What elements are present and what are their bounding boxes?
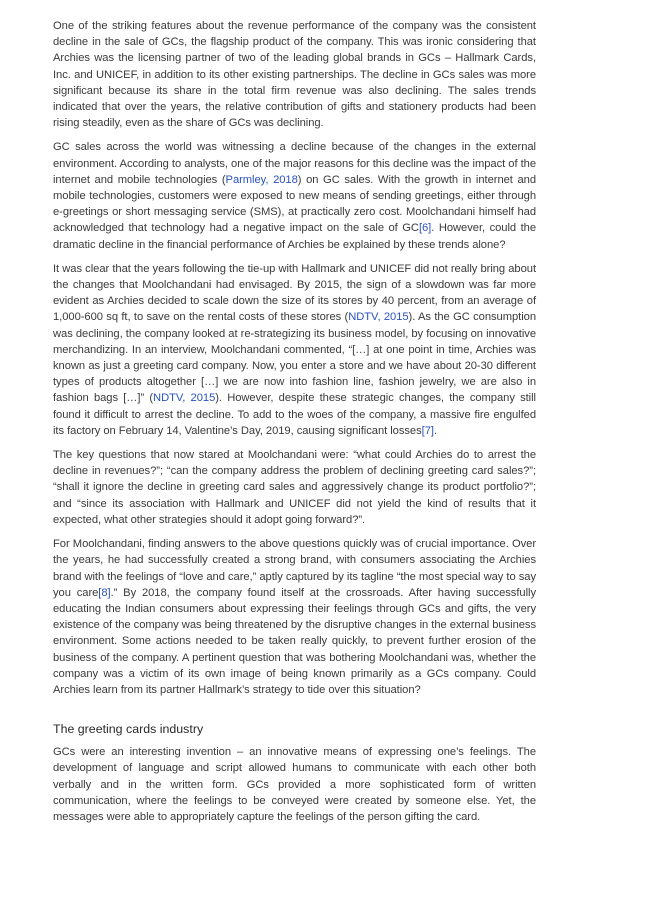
document-page (53, 18, 536, 833)
paragraph-5-text-a: For Moolchandani, finding answers to the above questions quickly was of crucial importance. Over the years, he had successfully created a strong brand, with consumers associating the Archies brand with the feelings of “love and care,” aptly captured by its tagline “the most special way to say you care (53, 538, 536, 599)
paragraph-2-text-a: GC sales across the world was witnessing a decline because of the changes in the external environment. According to analysts, one of the major reasons for this decline was the impact of the internet and mobile technologies ( (53, 141, 536, 186)
paragraph-3-text-d: . (433, 424, 438, 437)
section-heading: The greeting cards industry (53, 722, 204, 737)
citation-link-ndtv-2015-b[interactable]: NDTV, 2015 (153, 392, 216, 405)
footnote-link-8[interactable]: [8] (98, 586, 111, 599)
paragraph-4 (53, 447, 536, 528)
paragraph-2-text-c: . However, could the dramatic decline in the financial performance of Archies be explained by these trends alone? (53, 222, 537, 251)
paragraph-3 (53, 261, 536, 439)
paragraph-1-text: One of the striking features about the revenue performance of the company was the consistent decline in the sale of GCs, the flagship product of the company. This was ironic considering that Archies was the licensing partner of two of the leading global brands in GCs – Hallmark Cards, Inc. and UNICEF, in addition to its other existing partnerships. The decline in GCs sales was more significant because its share in the total firm revenue was also declining. The sales trends indicated that over the years, the relative contribution of gifts and stationery products had been rising steadily, even as the share of GCs was declining. (53, 20, 536, 130)
paragraph-3-text-b: ). As the GC consumption was declining, the company looked at re-strategizing its business model, by focusing on innovative merchandizing. In an interview, Moolchandani commented, “[…] at one point in time, Archies was known as just a greeting card company. Now, you enter a store and we have about 20-30 different types of products altogether […] we are now into fashion line, fashion jewelry, we are also in fashion bags […]” ( (53, 311, 536, 405)
footnote-link-7[interactable]: [7] (421, 424, 434, 437)
paragraph-1 (53, 18, 536, 131)
paragraph-5-text-b: .” By 2018, the company found itself at the crossroads. After having successfully educating the Indian consumers about expressing their feelings through GCs and gifts, the very existence of the company was being threatened by the disruptive changes in the external business environment. Some actions needed to be taken really quickly, to prevent further erosion of the business of the company. A pertinent question that was bothering Moolchandani was, whether the company was a victim of its own image of being known primarily as a GCs company. Could Archies learn from its partner Hallmark’s strategy to tide over this situation? (53, 586, 536, 696)
citation-link-ndtv-2015-a[interactable]: NDTV, 2015 (348, 311, 409, 324)
paragraph-3-text-c: ). However, despite these strategic changes, the company still found it difficult to arrest the decline. To add to the woes of the company, a massive fire engulfed its factory on February 14, Valentine’s Day, 2019, causing significant losses (53, 392, 536, 437)
paragraph-2-text-b: ) on GC sales. With the growth in internet and mobile technologies, customers were exposed to new means of sending greetings, either through e-greetings or short messaging service (SMS), at practically zero cost. Moolchandani himself had acknowledged that technology had a negative impact on the sale of GC (53, 173, 537, 235)
paragraph-2 (53, 139, 536, 252)
citation-link-parmley-2018[interactable]: Parmley, 2018 (225, 173, 298, 186)
section-paragraph: GCs were an interesting invention – an innovative means of expressing one’s feelings. The development of language and script allowed humans to communicate with each other both verbally and in the written form. GCs provided a more sophisticated form of written communication, where the feelings to be conveyed were created by someone else. Yet, the messages were able to appropriately capture the feelings of the person gifting the card. (53, 746, 536, 823)
paragraph-3-text-a: It was clear that the years following the tie-up with Hallmark and UNICEF did not really bring about the changes that Moolchandani had envisaged. By 2015, the sign of a slowdown was far more evident as Archies decided to scale down the size of its stores by 40 percent, from an average of 1,000-600 sq ft, to save on the rental costs of these stores ( (53, 262, 536, 324)
paragraph-4-text: The key questions that now stared at Moolchandani were: “what could Archies do to arrest the decline in revenues?”; “can the company address the problem of declining greeting card sales?”; “shall it ignore the decline in greeting card sales and aggressively change its product portfolio?”; and “since its association with Hallmark and UNICEF did not yield the kind of results that it expected, what other strategies should it adopt going forward?”. (53, 449, 536, 526)
paragraph-5 (53, 536, 536, 698)
footnote-link-6[interactable]: [6] (418, 222, 432, 235)
